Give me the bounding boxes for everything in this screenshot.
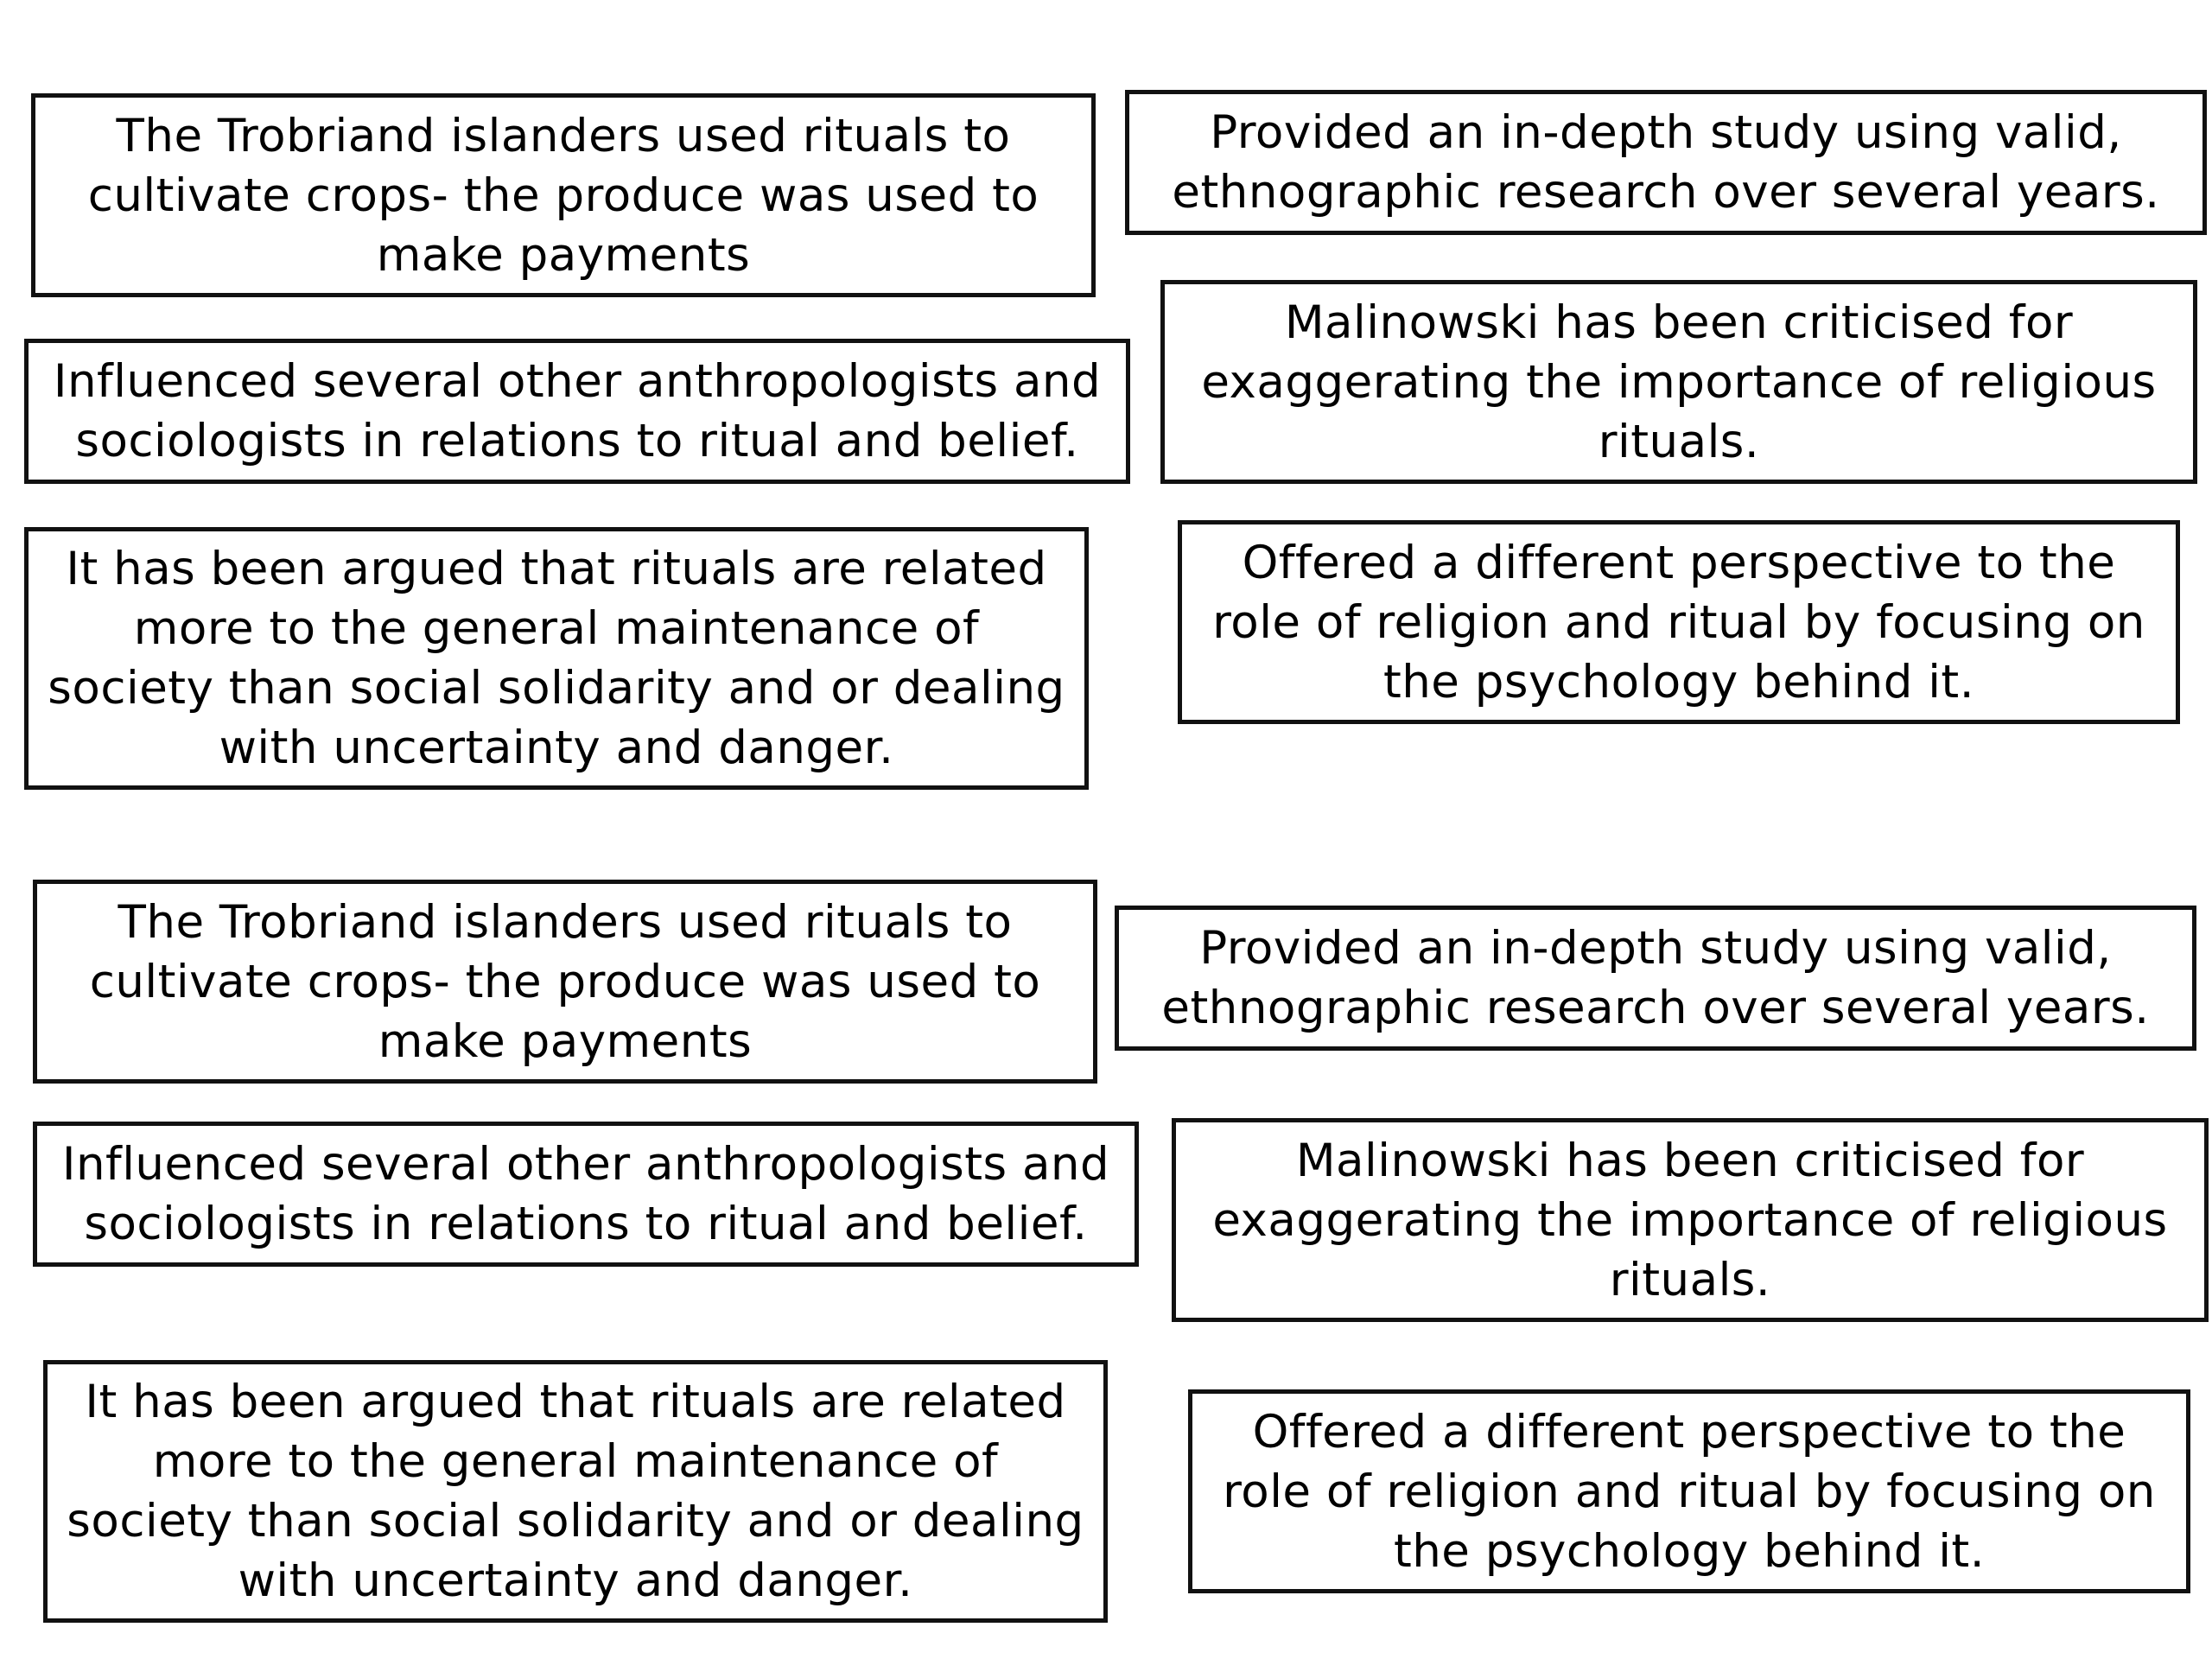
card-text: Provided an in-depth study using valid, ethnographic research over several years. <box>1172 106 2160 219</box>
card-text: Offered a different perspective to the role of religion and ritual by focusing on the psychology behind it. <box>1223 1405 2156 1578</box>
card-in-depth-study <box>1115 906 2196 1051</box>
card-text: Provided an in-depth study using valid, ethnographic research over several years. <box>1161 922 2150 1034</box>
card-text: It has been argued that rituals are related more to the general maintenance of society than social solidarity and or dealing with uncertainty and danger. <box>67 1376 1084 1607</box>
card-in-depth-study <box>1125 90 2207 235</box>
card-text: It has been argued that rituals are related more to the general maintenance of society than social solidarity and or dealing with uncertainty and danger. <box>48 543 1065 774</box>
card-trobriand-rituals <box>33 880 1097 1084</box>
card-text: The Trobriand islanders used rituals to cultivate crops- the produce was used to make payments <box>87 109 1039 282</box>
card-text: Malinowski has been criticised for exaggerating the importance of religious rituals. <box>1201 296 2157 468</box>
card-maintenance-of-society <box>24 527 1089 790</box>
card-text: The Trobriand islanders used rituals to cultivate crops- the produce was used to make payments <box>89 895 1041 1068</box>
card-trobriand-rituals <box>31 93 1096 297</box>
card-different-perspective <box>1178 520 2180 724</box>
card-text: Malinowski has been criticised for exaggerating the importance of religious rituals. <box>1212 1134 2168 1306</box>
card-text: Influenced several other anthropologists and sociologists in relations to ritual and belief. <box>53 355 1102 467</box>
card-malinowski-criticised <box>1160 280 2197 484</box>
card-different-perspective <box>1188 1389 2190 1593</box>
card-influenced-others <box>33 1122 1139 1267</box>
card-influenced-others <box>24 339 1130 484</box>
card-text: Offered a different perspective to the role of religion and ritual by focusing on the psychology behind it. <box>1212 536 2145 709</box>
card-malinowski-criticised <box>1172 1118 2209 1322</box>
card-maintenance-of-society <box>43 1360 1108 1623</box>
card-text: Influenced several other anthropologists and sociologists in relations to ritual and belief. <box>61 1138 1110 1250</box>
